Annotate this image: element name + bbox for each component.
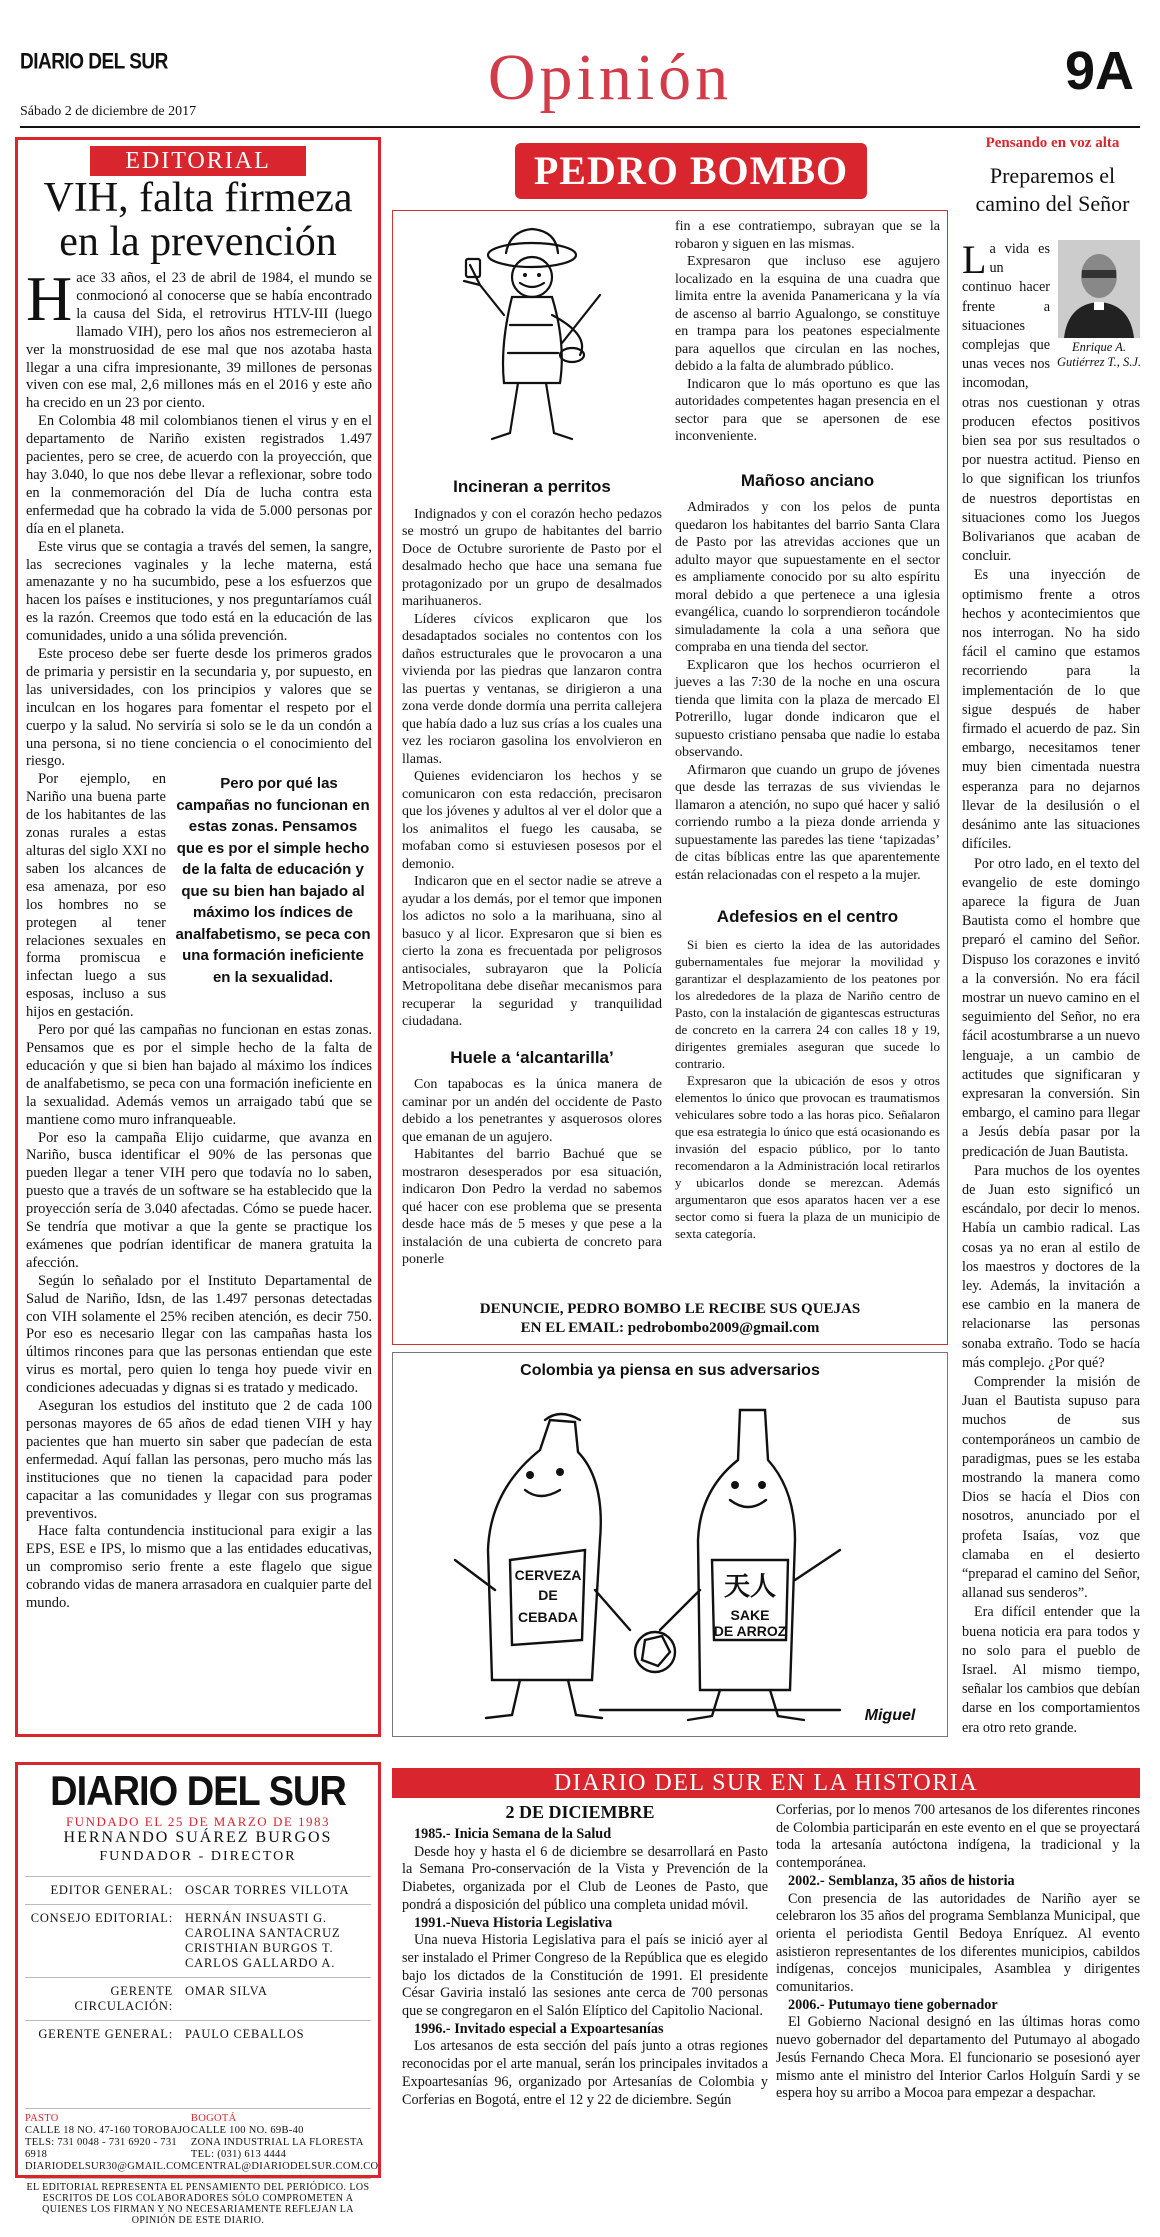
pb-s4-p1: Si bien es cierto la idea de las autoridades gubernamentales fue mejorar la movilidad y garantizar el desplazamiento de los peatones por los alrededores de la plaza de Nariño centro de Pasto, con la instalación de gigantescas estructuras de concreto en la carrera 24 con calles 18 y 19, dirigentes gremiales aseguran que sucede lo contrario. — [675, 936, 940, 1071]
staff-row — [25, 1904, 371, 1977]
history-heading: 2002.- Semblanza, 35 años de historia — [788, 1872, 1015, 1889]
editorial-headline — [25, 176, 371, 264]
pb-section-title: Adefesios en el centro — [716, 907, 899, 926]
history-right-column — [776, 1802, 1140, 2103]
staff-names: HERNÁN INSUASTI G. CAROLINA SANTACRUZ CRISTHIAN BURGOS T. CARLOS GALLARDO A. — [185, 1911, 341, 1970]
column-dropcap: L — [962, 237, 987, 282]
editorial-p4: Este proceso debe ser fuerte desde los primeros grados de primaria y persistir en la secundaria y, por supuesto, en las universidades, con los principios y valores que se inculcan en los hogares para fomentar el respeto por el cuerpo y la salud. No serviría si solo se le da un condón a una persona, si no tiene conciencia o el conocimiento del riesgo. — [26, 646, 372, 770]
history-p5: El Gobierno Nacional designó en las últimas horas como nuevo gobernador del departamento del Putumayo al abogado Jesús Fernando Checa Mora. El funcionario se posesionó ayer mismo ante el ministro del Interior Carlos Holguín Sardi y se espera hoy su arribo a Mocoa para empezar a despachar. — [776, 2014, 1140, 2102]
page-number: 9A — [1065, 41, 1135, 101]
editorial-p3: Este virus que se contagia a través del semen, la sangre, las secreciones vaginales y la leche materna, está amenazante y no ha sucumbido, pese a los esfuerzos que hacen los países e instituciones, y nos preguntaríamos cuál es la razón. Creemos que todo está en la educación de las comunidades, unido a una sólida prevención. — [26, 538, 372, 645]
headline-line-1: VIH, falta firmeza — [43, 175, 353, 221]
history-left-column — [402, 1826, 768, 2109]
history-p2: Una nueva Historia Legislativa para el país se inició ayer al ser instalado el Primer Congreso de la República que es elegido bajo los dictados de la Constitución de 1991. El presidente César Gaviria instaló las sesiones ante cerca de 700 personas que se congregaron en el Salón Elíptico del Capitolio Nacional. — [402, 1932, 768, 2020]
founded-line: FUNDADO EL 25 DE MARZO DE 1983 — [65, 1814, 331, 1829]
sake-label-1: SAKE — [730, 1607, 770, 1623]
pb-s2-p2: Habitantes del barrio Bachué que se mostraron desesperados por esa situación, indicaron Don Pedro la verdad no sabemos qué hacer con ese problema que se presenta desde hace más de 5 meses y que pese a la instalación de una cubierta de concreto para ponerle — [402, 1147, 662, 1267]
pb-s3-p2: Explicaron que los hechos ocurrieron el jueves a las 7:30 de la noche en una oscura tienda que limita con la plaza de mercado El Potrerillo, lugar donde indicaron que el supuesto cristiano pensaba que nadie lo estaba observando. — [675, 657, 940, 760]
editorial-p6: Pero por qué las campañas no funcionan en estas zonas. Pensamos que es por el simple hecho de la falta de educación y que si bien han bajado al máximo los índices de analfabetismo, se peca con una formación ineficiente en la sexualidad. Además vemos un arraigado tabú que se mantiene como muro infranqueable. — [26, 1022, 372, 1128]
history-p1: Desde hoy y hasta el 6 de diciembre se desarrollará en Pasto la Semana Pro-conservación de la Vista y Prevención de la Diabetes, organizada por el Club de Leones de Pasto, que pondrá a disposición del público una completa unidad móvil. — [402, 1843, 768, 1913]
column-p1: La vida es un continuo hacer frente a situaciones complejas que unas veces nos incomodan, otras nos cuestionan y otras producen efectos positivos bien sea por sus resultados o por nuestra actitud. Pienso en lo que significan los triunfos de nuestros deportistas en situaciones como los Juegos Bolivarianos que acaban de concluir. — [962, 237, 1140, 565]
history-heading: 1991.-Nueva Historia Legislativa — [414, 1914, 613, 1931]
editorial-p5: Pero por qué las campañas no funcionan en estas zonas. Pensamos que es por el simple hecho de la falta de educación y que su bien han bajado al máximo los índices de analfabetismo, se peca con una formación ineficiente en la sexualidad. Por ejemplo, en Nariño una buena parte de los habitantes de las zonas rurales a estas alturas del siglo XXI no saben los alcances de esa amenaza, por eso los hombres no se protegen al tener relaciones sexuales en forma promiscua e infectan luego a sus esposas, incluso a sus hijos en gestación. — [26, 771, 371, 1021]
pedro-bombo-banner: PEDRO BOMBO — [515, 143, 867, 199]
date-line: Sábado 2 de diciembre de 2017 — [20, 104, 197, 119]
staff-names: PAULO CEBALLOS — [185, 2027, 305, 2041]
soccer-cartoon-icon — [400, 1390, 940, 1730]
column-p5: Comprender la misión de Juan el Bautista supuso para muchos de sus contemporáneos un cambio de paradigmas, pues se les estaba mostrando la manera como Dios se hacía el Dios con nosotros, anunciado por el profeta Isaías, voz que clamaba en el desierto “preparad el camino del Señor, allanad sus senderos”. — [962, 1373, 1140, 1602]
staff-row — [25, 1876, 371, 1904]
staff-role: EDITOR GENERAL: — [50, 1883, 173, 1897]
beer-label-2: DE — [538, 1587, 558, 1603]
section-title: Opinión — [487, 41, 733, 114]
column-p2: Es una inyección de optimismo frente a otros hechos y acontecimientos que nos interrogan. No ha sido fácil el camino que estamos recorriendo para la implementación de lo que sigue después de haber firmado el acuerdo de paz. Sin embargo, necesitamos tener muy bien cimentada nuestra esperanza para no dejarnos llevar de la desilusión o el desánimo ante las situaciones difíciles. — [962, 567, 1140, 853]
history-banner: DIARIO DEL SUR EN LA HISTORIA — [392, 1768, 1140, 1798]
office-phone: TELS: 731 0048 - 731 6920 - 731 6918 — [25, 2137, 177, 2160]
pb-s2-p1: Con tapabocas es la única manera de caminar por un andén del occidente de Pasto debido a los penetrantes y asquerosos olores que emanan de un agujero. — [402, 1077, 662, 1145]
staff-role: GERENTE CIRCULACIÓN: — [74, 1984, 173, 2013]
pb-intro-3: Indicaron que lo más oportuno es que las autoridades competentes hagan presencia en el sector para que se apersonen de ese inconveniente. — [675, 376, 940, 444]
history-date: 2 DE DICIEMBRE — [505, 1802, 655, 1822]
headline-line-2: en la prevención — [59, 219, 337, 265]
offices — [25, 2108, 379, 2173]
editorial-body — [26, 263, 372, 1613]
dropcap: H — [26, 263, 73, 334]
pb-s3-p1: Admirados y con los pelos de punta quedaron los habitantes del barrio Santa Clara de Pasto por las atrevidas acciones que un adulto mayor que supuestamente en el sector es ampliamente conocido por su alto espíritu moral debido a que pertenece a una iglesia evangélica, cuando lo sorprendieron tocándole simuladamente la cola a una señora que compraba en una tienda del sector. — [675, 500, 940, 655]
beer-label-3: CEBADA — [518, 1609, 578, 1625]
editorial-p7: Por eso la campaña Elijo cuidarme, que avanza en Nariño, busca identificar el 90% de las personas que pueden llegar a tener VIH pero que todavía no lo saben, puesto que a través de un software se ha establecido que la proyección sería de 3.040 afectadas. Cómo se puede hacer. Se tendría que motivar a que la gente se practique los exámenes que podrían identificar de manera gratuita la afección. — [26, 1129, 372, 1271]
pullquote: Pero por qué las campañas no funcionan en estas zonas. Pensamos que es por el simple hecho de la falta de educación y que su bien han bajado al máximo los índices de analfabetismo, se peca con una formación ineficiente en la sexualidad. — [175, 775, 371, 986]
editorial-p8: Según lo señalado por el Instituto Departamental de Salud de Nariño, Idsn, de las 1.497 personas detectadas con VIH solamente el 25% reciben atención, es decir 750. Por eso es necesario llegar con las campañas hasta los últimos rincones para que las personas entiendan que este virus es mortal, pero quien lo tenga hoy puede vivir en condiciones adecuadas y dignas si es tratado y medicado. — [26, 1272, 372, 1397]
office-email: CENTRAL@DIARIODELSUR.COM.CO — [190, 2161, 379, 2172]
office-zone: ZONA INDUSTRIAL LA FLORESTA — [190, 2137, 364, 2148]
history-heading: 2006.- Putumayo tiene gobernador — [788, 1996, 998, 2013]
pb-intro-2: Expresaron que incluso ese agujero localizado en la esquina de una cuadra que limita entre la avenida Panamericana y la vía de ascenso al barrio Agualongo, se constituye en trampa para los peatones especialmente para aquellos que circulan en las noches, debido a la falta de alumbrado público. — [675, 254, 940, 374]
header-rule — [20, 126, 1140, 128]
editorial-tag: EDITORIAL — [90, 146, 306, 176]
history-heading: 1996.- Invitado especial a Expoartesanías — [414, 2020, 664, 2037]
office-address: CALLE 18 NO. 47-160 TOROBAJO — [25, 2125, 191, 2136]
masthead-small: DIARIO DEL SUR — [20, 50, 168, 75]
founder-role: FUNDADOR - DIRECTOR — [99, 1849, 297, 1864]
column-p6: Era difícil entender que la buena noticia era para todos y no solo para el pueblo de Israel. Al mismo tiempo, señalar los cambios que debían darse en los comportamientos era otro reto grande. — [962, 1604, 1140, 1736]
office-address: CALLE 100 NO. 69B-40 — [190, 2125, 304, 2136]
editorial-p9: Aseguran los estudios del instituto que 2 de cada 100 personas mayores de 65 años de edad tienen VIH y hay pacientes que han muerto sin saber que padecían de esta enfermedad. Aquí fallan las personas, pero mucho más las instituciones que no tienen la capacidad para poder capacitar a las comunidades y llegar con sus programas preventivos. — [26, 1398, 372, 1522]
pedro-bombo-footer — [402, 1300, 938, 1338]
column-kicker: Pensando en voz alta — [985, 135, 1120, 151]
founder-name: HERNANDO SUÁREZ BURGOS — [63, 1829, 333, 1846]
photo-spacer — [1050, 240, 1140, 388]
staff-table — [25, 1876, 371, 2048]
beer-label-1: CERVEZA — [514, 1567, 582, 1583]
pb-section-title: Incineran a perritos — [453, 477, 611, 496]
staff-names: OMAR SILVA — [185, 1984, 268, 1998]
history-p3: Los artesanos de esta sección del país junto a otras regiones reconocidas por el arte manual, serán los principales invitados a Expoartesanías 96, organizado por Artesanías de Colombia y Corferias en Bogotá, entre el 12 y 22 de diciembre. Según — [402, 2038, 768, 2108]
editorial-p10: Hace falta contundencia institucional para exigir a las EPS, ESE e IPS, lo mismo que a las entidades educativas, un compromiso serio frente a este flagelo que sigue cobrando vidas de manera arrasadora en cualquier parte del mundo. — [26, 1523, 372, 1612]
staff-role: GERENTE GENERAL: — [38, 2027, 173, 2041]
office-pasto — [25, 2113, 191, 2173]
staff-role: CONSEJO EDITORIAL: — [30, 1911, 173, 1925]
history-heading: 1985.- Inicia Semana de la Salud — [414, 1826, 612, 1842]
editorial-p2: En Colombia 48 mil colombianos tienen el virus y en el departamento de Nariño existen registrados 1.497 pacientes, pero se cree, de acuerdo con la proyección, que hay 3.040, lo que nos debe llevar a reflexionar, sobre todo en la conmemoración del Día de lucha contra esta enfermedad que ha cobrado la vida de 5.000 personas por día en el planeta. — [26, 413, 372, 537]
editorial-p1: Hace 33 años, el 23 de abril de 1984, el mundo se conmocionó al conocerse que se había encontrado la causa del Sida, el retrovirus HTLV-III (luego llamado VIH), pero los años nos estremecieron al ver la monstruosidad de ese mal que nos azotaba hasta llegar a una cifra impresionante, 39 millones de personas viven con ese mal, 2,6 millones más en el 2016 y este año ha crecido en un 23 por ciento. — [26, 263, 372, 412]
pb-footer-line-2: EN EL EMAIL: pedrobombo2009@gmail.com — [520, 1320, 820, 1336]
staff-logo: DIARIO DEL SUR — [50, 1768, 346, 1816]
cartoon-title: Colombia ya piensa en sus adversarios — [520, 1362, 820, 1379]
pb-footer-line-1: DENUNCIE, PEDRO BOMBO LE RECIBE SUS QUEJAS — [479, 1301, 861, 1317]
pedro-bombo-cartoon-icon — [440, 225, 620, 455]
history-p3-cont: Corferias, por lo menos 700 artesanos de los diferentes rincones de Colombia participarán en este evento en el que se proyectará toda la artesanía autóctona indígena, la tradicional y la contemporánea. — [776, 1802, 1140, 1872]
pb-s1-p2: Líderes cívicos explicaron que los desadaptados sociales no contentos con los daños estructurales que le provocaron a una vivienda por las piedras que lanzaron contra las puertas y ventanas, se dirigieron a una zona verde donde dormía una perrita callejera que había dado a luz sus crías a los cuales una vez les rociaron gasolina los envolvieron en llamas. — [402, 611, 662, 767]
pb-intro-1: fin a ese contratiempo, subrayan que se la robaron y siguen en las mismas. — [675, 219, 940, 252]
pedro-bombo-left-column — [402, 470, 662, 1269]
office-city: BOGOTÁ — [190, 2113, 237, 2124]
sake-label-2: DE ARROZ — [713, 1623, 787, 1639]
column-p4: Para muchos de los oyentes de Juan esto significó un escándalo, por decir lo menos. Había un cambio radical. Las cosas ya no eran al estilo de los maestros y doctores de la ley. Además, la invitación a ese cambio en la manera de relacionarse las personas sonaba extraño. Todo se hacía más complejo. ¿Por qué? — [962, 1162, 1140, 1371]
disclaimer: EL EDITORIAL REPRESENTA EL PENSAMIENTO DEL PERIÓDICO. LOS ESCRITOS DE LOS COLABORADORES SÓLO COMPROMETEN A QUIENES LOS FIRMAN Y NO NECESARIAMENTE REFLEJAN LA OPINIÓN DE ESTE DIARIO. — [25, 2178, 371, 2226]
office-phone: TEL: (031) 613 4444 — [190, 2149, 287, 2160]
pb-s3-p3: Afirmaron que cuando un grupo de jóvenes que desde las terrazas de sus viviendas le llamaron a atención, no supo qué hacer y salió corriendo rumbo a la pieza donde arrienda y supuestamente las paredes las tiene ‘tapizadas’ de citas bíblicas entre las que aparentemente están relacionadas con el respeto a la mujer. — [675, 762, 940, 883]
cartoon-signature: Miguel — [864, 1707, 916, 1724]
sake-kanji: 天人 — [723, 1571, 777, 1601]
staff-row — [25, 2020, 371, 2048]
column-title: Preparemos el camino del Señor — [975, 163, 1130, 216]
column-body — [962, 237, 1140, 1738]
office-email: DIARIODELSUR30@GMAIL.COM — [25, 2161, 191, 2172]
column-p3: Por otro lado, en el texto del evangelio de este domingo aparece la figura de Juan Bautista como el hombre que preparó el camino del Señor. Dispuso los corazones e invitó a la conversión. No era fácil mostrar un nuevo camino en el seguimiento del Señor, no era fácil acostumbrarse a un nuevo lenguaje, a un cambio de actitudes que significaran y expresaran la conversión. Sin embargo, el camino para llegar a Jesús debía pasar por la predicación de Juan Bautista. — [962, 855, 1140, 1160]
author-caption: Enrique A. Gutiérrez T., S.J. — [1056, 340, 1142, 369]
pedro-bombo-right-column — [675, 218, 940, 1242]
pb-section-title: Mañoso anciano — [740, 470, 875, 490]
history-p4: Con presencia de las autoridades de Nariño ayer se celebraron los 35 años del programa Semblanza Municipal, que orienta el periodista Gentil Bedoya Enríquez. Al evento asistieron representantes de los diferentes municipios, cabildos indígenas, concejos municipales, Asamblea y dirigentes comunitarios. — [776, 1890, 1140, 1996]
office-city: PASTO — [25, 2113, 59, 2124]
pb-s4-p2: Expresaron que la ubicación de esos y otros elementos lo único que provocan es traumatismos vehiculares sobre todo a las horas pico. Señalaron que esa estrategia lo único que está ocasionando es invasión del espacio público, por lo tanto recomendaron a la Administración local retirarlos y ubicarlos donde se merezcan. Además argumentaron que esos aparatos hacen ver a ese sector como si fuera la plaza de un municipio de sexta categoría. — [675, 1072, 940, 1241]
staff-names: OSCAR TORRES VILLOTA — [185, 1883, 350, 1897]
pb-s1-p1: Indignados y con el corazón hecho pedazos se mostró un grupo de habitantes del barrio Doce de Octubre suroriente de Pasto por el desalmado hecho que hace una semana fue protagonizado por un grupo de desalmados marihuaneros. — [402, 506, 662, 609]
pb-section-title: Huele a ‘alcantarilla’ — [450, 1047, 614, 1067]
pb-s1-p3: Quienes evidenciaron los hechos y se comunicaron con esta redacción, precisaron que los jóvenes y adultos al ver el dolor que a los animalitos el fuego les causaba, se mofaban como si estuviesen posesos por el demonio. — [402, 769, 662, 872]
staff-row — [25, 1977, 371, 2020]
office-bogota — [191, 2113, 379, 2173]
pb-s1-p4: Indicaron que en el sector nadie se atreve a ayudar a los demás, por el temor que imponen los adictos no solo a la marihuana, sino al basuco y al licor. Expresaron que si bien es cierto la zona es frecuentada por peligrosos antisociales, subrayaron que la Policía Metropolitana debe diseñar mecanismos para recuperar la seguridad y tranquilidad ciudadana. — [402, 874, 662, 1029]
